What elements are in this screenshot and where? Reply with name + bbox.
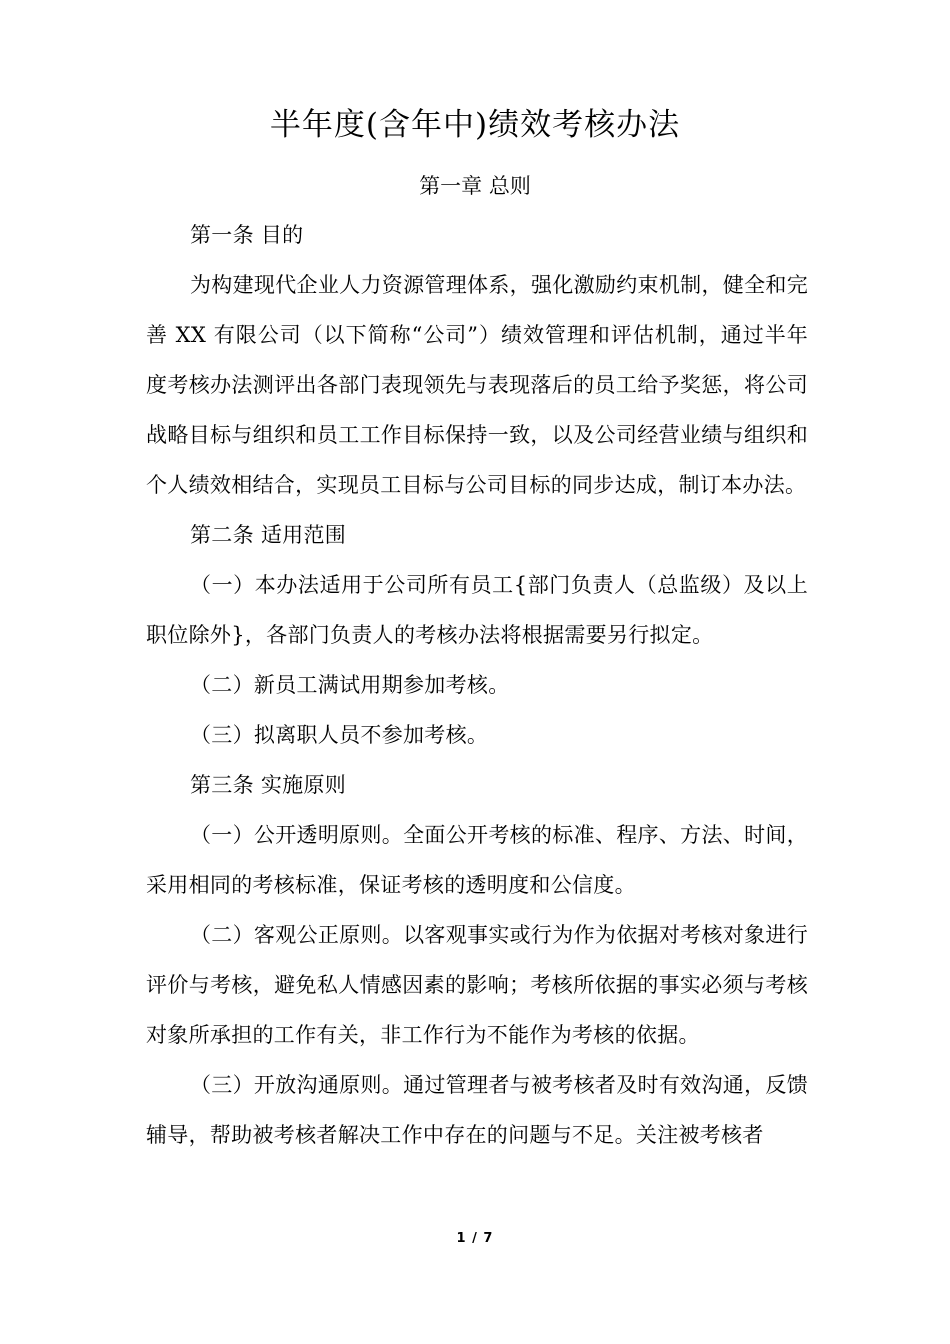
document-body [146, 210, 808, 1160]
paragraph: （三）拟离职人员不参加考核。 [190, 723, 489, 747]
chapter-heading: 第一章 总则 [419, 174, 531, 198]
paragraph: 为构建现代企业人力资源管理体系，强化激励约束机制，健全和完善 XX 有限公司（以下简称“公司”）绩效管理和评估机制，通过半年度考核办法测评出各部门表现领先与表现落后的员工给予奖惩，将公司战略目标与组织和员工工作目标保持一致，以及公司经营业绩与组织和个人绩效相结合，实现员工目标与公司目标的同步达成，制订本办法。 [146, 273, 808, 497]
article-heading: 第一条 目的 [190, 223, 304, 247]
paragraph: （二）新员工满试用期参加考核。 [190, 673, 510, 697]
paragraph: （三）开放沟通原则。通过管理者与被考核者及时有效沟通，反馈辅导，帮助被考核者解决工作中存在的问题与不足。关注被考核者 [146, 1073, 808, 1147]
paragraph: （一）公开透明原则。全面公开考核的标准、程序、方法、时间，采用相同的考核标准，保证考核的透明度和公信度。 [146, 823, 808, 897]
paragraph: （二）客观公正原则。以客观事实或行为作为依据对考核对象进行评价与考核，避免私人情感因素的影响；考核所依据的事实必须与考核对象所承担的工作有关，非工作行为不能作为考核的依据。 [146, 923, 808, 1047]
article-heading: 第二条 适用范围 [190, 523, 347, 547]
article-heading: 第三条 实施原则 [190, 773, 347, 797]
document-title: 半年度(含年中)绩效考核办法 [269, 107, 681, 143]
paragraph: （一）本办法适用于公司所有员工{部门负责人（总监级）及以上职位除外}，各部门负责人的考核办法将根据需要另行拟定。 [146, 573, 808, 647]
page-number: 1 / 7 [456, 1231, 494, 1246]
